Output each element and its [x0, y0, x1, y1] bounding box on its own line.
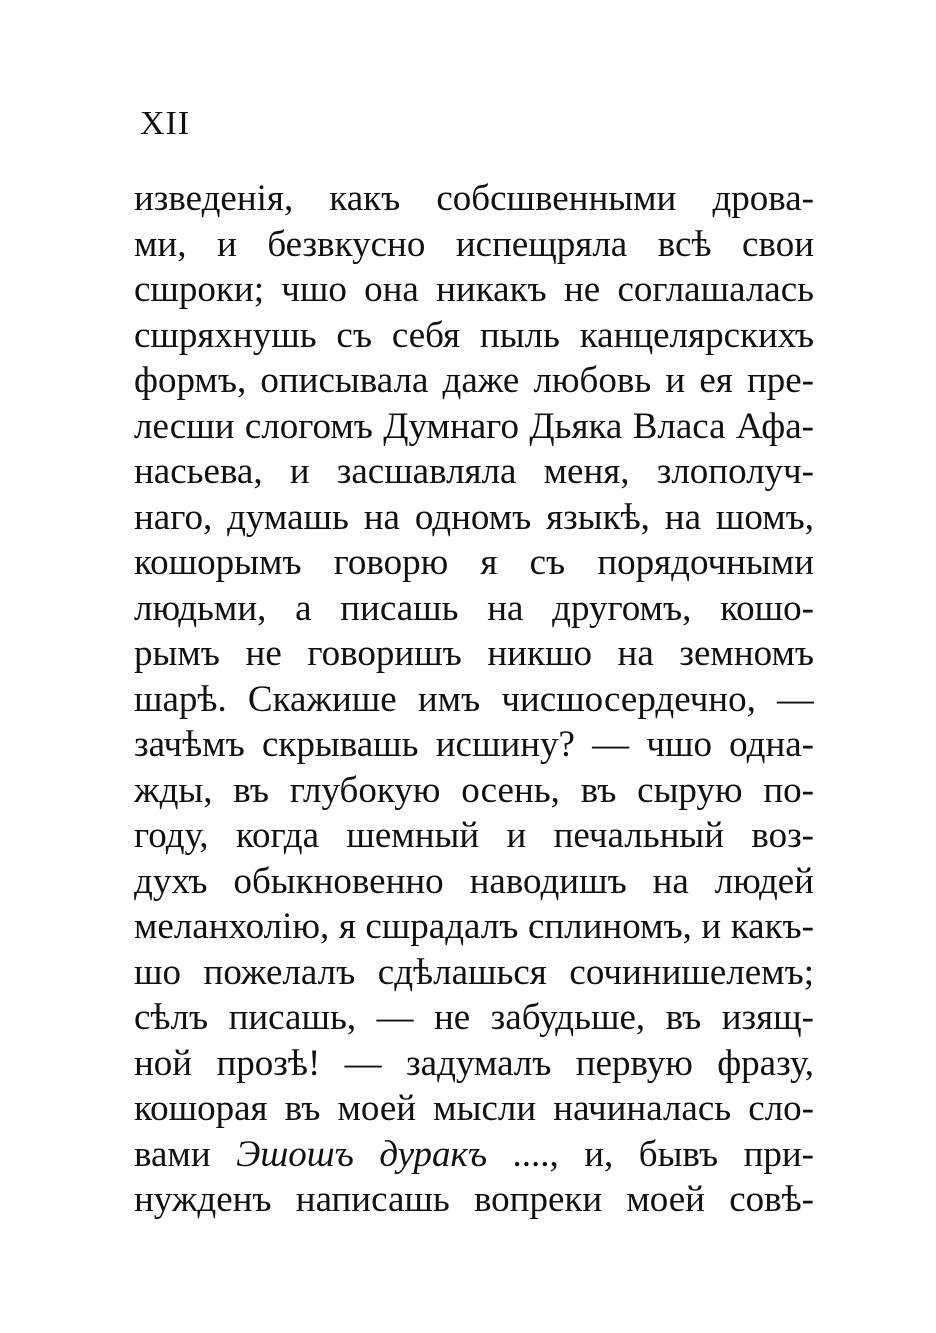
text-line: изведенія, какъ собсшвенными дрова- — [134, 178, 814, 219]
text-line: насьева, и засшавляла меня, злополуч- — [134, 451, 814, 492]
text-line: сѣлъ писашь, — не забудьше, въ изящ- — [134, 997, 814, 1038]
text-line: шо пожелалъ сдѣлашься сочинишелемъ; — [134, 951, 814, 993]
text-line: ной прозѣ! — задумалъ первую фразу, — [134, 1042, 814, 1084]
text-line: лесши слогомъ Думнаго Дьяка Власа Афа- — [134, 405, 814, 447]
italic-quote: Эшошъ дуракъ — [236, 1133, 488, 1175]
line-start-text: вами — [134, 1133, 237, 1175]
text-line: жды, въ глубокую осень, въ сырую по- — [134, 769, 814, 811]
line-end-text: ...., и, бывъ при- — [512, 1133, 814, 1175]
text-line: меланхолію, я сшрадалъ сплиномъ, и какъ- — [134, 906, 814, 947]
page-number: XII — [140, 105, 191, 142]
text-line: году, когда шемный и печальный воз- — [134, 815, 814, 856]
text-line: шарѣ. Скажише имъ чисшосердечно, — — [134, 678, 814, 720]
text-line: наго, думашь на одномъ языкѣ, на шомъ, — [134, 496, 814, 538]
text-line-with-italic — [134, 1132, 814, 1178]
text-line: людьми, а писашь на другомъ, кошо- — [134, 587, 814, 629]
text-line: сшряхнушь съ себя пыль канцелярскихъ — [134, 314, 814, 356]
text-line: рымъ не говоришъ никшо на земномъ — [134, 633, 814, 674]
text-line: ми, и безвкусно испещряла всѣ свои — [134, 223, 814, 265]
text-line: кошорая въ моей мысли начиналась сло- — [134, 1088, 814, 1129]
body-text — [134, 176, 814, 1223]
text-line: духъ обыкновенно наводишъ на людей — [134, 860, 814, 902]
text-line: нужденъ написашь вопреки моей совѣ- — [134, 1179, 814, 1220]
text-line: зачѣмъ скрывашь исшину? — чшо одна- — [134, 724, 814, 765]
text-line: сшроки; чшо она никакъ не соглашалась — [134, 269, 814, 310]
text-line: формъ, описывала даже любовь и ея пре- — [134, 360, 814, 401]
text-line: кошорымъ говорю я съ порядочными — [134, 542, 814, 583]
